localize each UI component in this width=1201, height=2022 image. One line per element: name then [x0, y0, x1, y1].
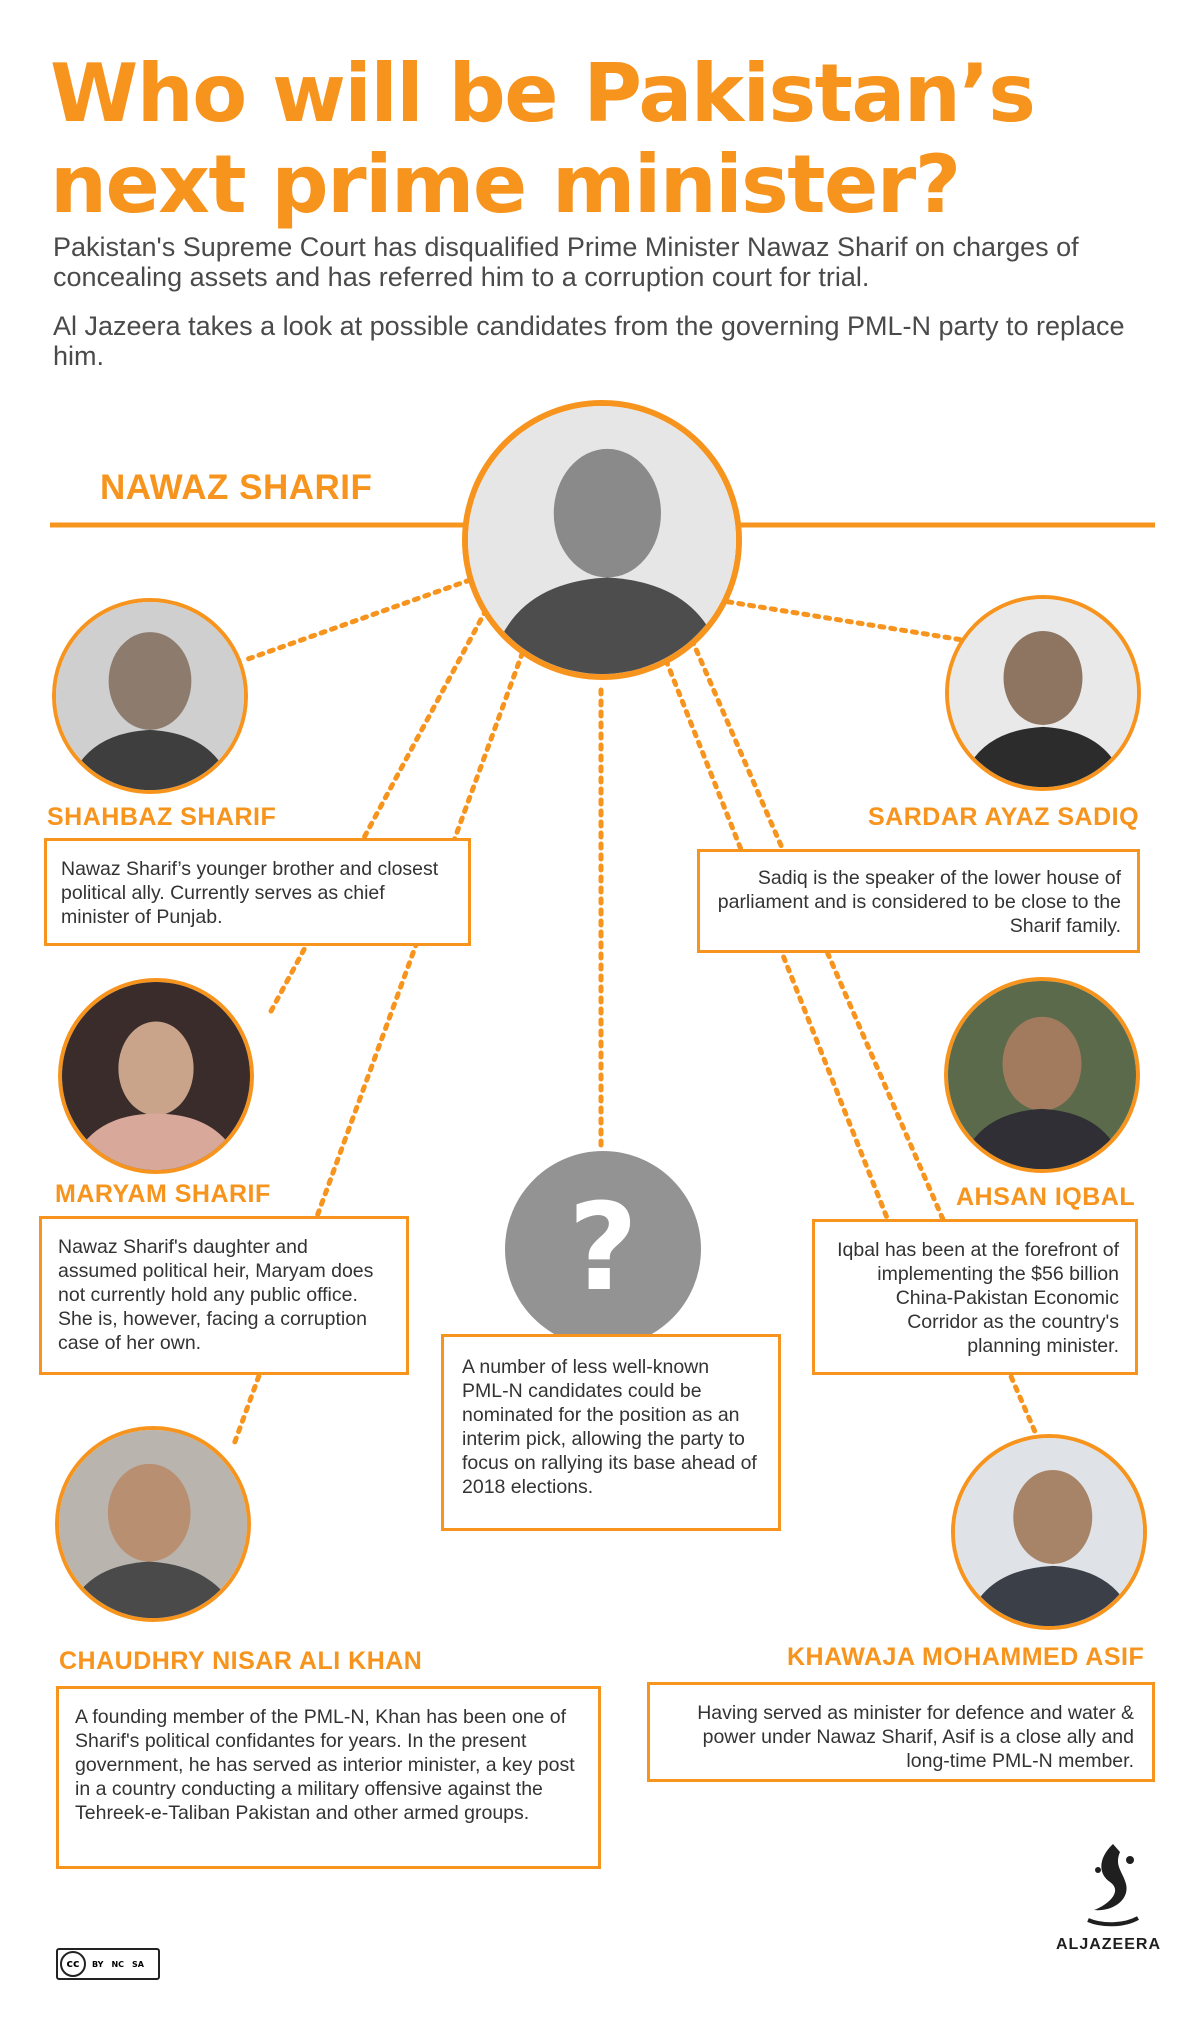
person-silhouette-icon	[949, 599, 1137, 787]
maryam-sharif-portrait	[58, 978, 254, 1174]
nawaz-sharif-portrait	[462, 400, 742, 680]
ayaz-sadiq-name: SARDAR AYAZ SADIQ	[868, 803, 1140, 831]
shahbaz-sharif-name: SHAHBAZ SHARIF	[47, 803, 277, 831]
nisar-ali-khan-portrait	[55, 1426, 251, 1622]
page-title-line-1: Who will be Pakistan’s	[50, 47, 1035, 140]
khawaja-asif-portrait	[951, 1434, 1147, 1630]
creative-commons-license-badge	[56, 1948, 160, 1980]
maryam-sharif-name: MARYAM SHARIF	[55, 1180, 271, 1208]
intro-paragraph-1: Pakistan's Supreme Court has disqualified Prime Minister Nawaz Sharif on charges of concealing assets and has referred him to a corruption court for trial.	[53, 232, 1079, 292]
unknown-candidate-description: A number of less well-known PML-N candidates could be nominated for the position as an interim pick, allowing the party to focus on rallying its base ahead of 2018 elections.	[462, 1356, 757, 1498]
maryam-sharif-description-box	[39, 1216, 409, 1375]
shahbaz-sharif-portrait	[52, 598, 248, 794]
nisar-ali-khan-name: CHAUDHRY NISAR ALI KHAN	[59, 1647, 423, 1675]
cc-nc-label: NC	[111, 1959, 125, 1969]
ahsan-iqbal-description-box	[812, 1219, 1138, 1375]
cc-sa-label: SA	[132, 1959, 144, 1969]
maryam-sharif-description: Nawaz Sharif's daughter and assumed political heir, Maryam does not currently hold any public office. She is, however, facing a corruption case of her own.	[58, 1236, 374, 1354]
ayaz-sadiq-description-box	[697, 849, 1140, 953]
ahsan-iqbal-name: AHSAN IQBAL	[956, 1183, 1136, 1211]
connector-shahbaz	[248, 580, 470, 659]
nisar-ali-khan-description-box	[56, 1686, 601, 1869]
ahsan-iqbal-portrait	[944, 977, 1140, 1173]
shahbaz-sharif-description: Nawaz Sharif’s younger brother and closest political ally. Currently serves as chief minister of Punjab.	[61, 858, 439, 928]
unknown-candidate-question-icon: ?	[505, 1151, 701, 1347]
person-silhouette-icon	[62, 982, 250, 1170]
aljazeera-logo-icon	[1068, 1840, 1158, 1930]
person-silhouette-icon	[948, 981, 1136, 1169]
cc-by-label: BY	[92, 1959, 104, 1969]
cc-icon: cc	[60, 1951, 86, 1977]
page-title-line-2: next prime minister?	[50, 138, 960, 231]
person-silhouette-icon	[955, 1438, 1143, 1626]
person-silhouette-icon	[56, 602, 244, 790]
nisar-ali-khan-description: A founding member of the PML-N, Khan has been one of Sharif's political confidantes for years. In the present government, he has served as interior minister, a key post in a country conducting a military offensive against the Tehreek-e-Taliban Pakistan and other armed groups.	[75, 1706, 575, 1824]
aljazeera-brand-label: ALJAZEERA	[1056, 1936, 1162, 1953]
unknown-candidate-description-box	[441, 1334, 781, 1531]
khawaja-asif-description-box	[647, 1682, 1155, 1782]
ayaz-sadiq-description: Sadiq is the speaker of the lower house of parliament and is considered to be close to the Sharif family.	[717, 867, 1121, 937]
connector-maryam	[270, 610, 486, 1013]
person-silhouette-icon	[59, 1430, 247, 1618]
khawaja-asif-description: Having served as minister for defence and water & power under Nawaz Sharif, Asif is a close ally and long-time PML-N member.	[697, 1702, 1134, 1772]
connector-ayaz	[717, 600, 975, 642]
person-silhouette-icon	[468, 406, 736, 674]
ahsan-iqbal-description: Iqbal has been at the forefront of implementing the $56 billion China-Pakistan Economic Corridor as the country's planning minister.	[837, 1239, 1119, 1357]
khawaja-asif-name: KHAWAJA MOHAMMED ASIF	[787, 1643, 1145, 1671]
ayaz-sadiq-portrait	[945, 595, 1141, 791]
intro-paragraph-2: Al Jazeera takes a look at possible candidates from the governing PML-N party to replace him.	[53, 311, 1125, 371]
center-name: NAWAZ SHARIF	[100, 468, 373, 507]
shahbaz-sharif-description-box	[44, 838, 471, 946]
